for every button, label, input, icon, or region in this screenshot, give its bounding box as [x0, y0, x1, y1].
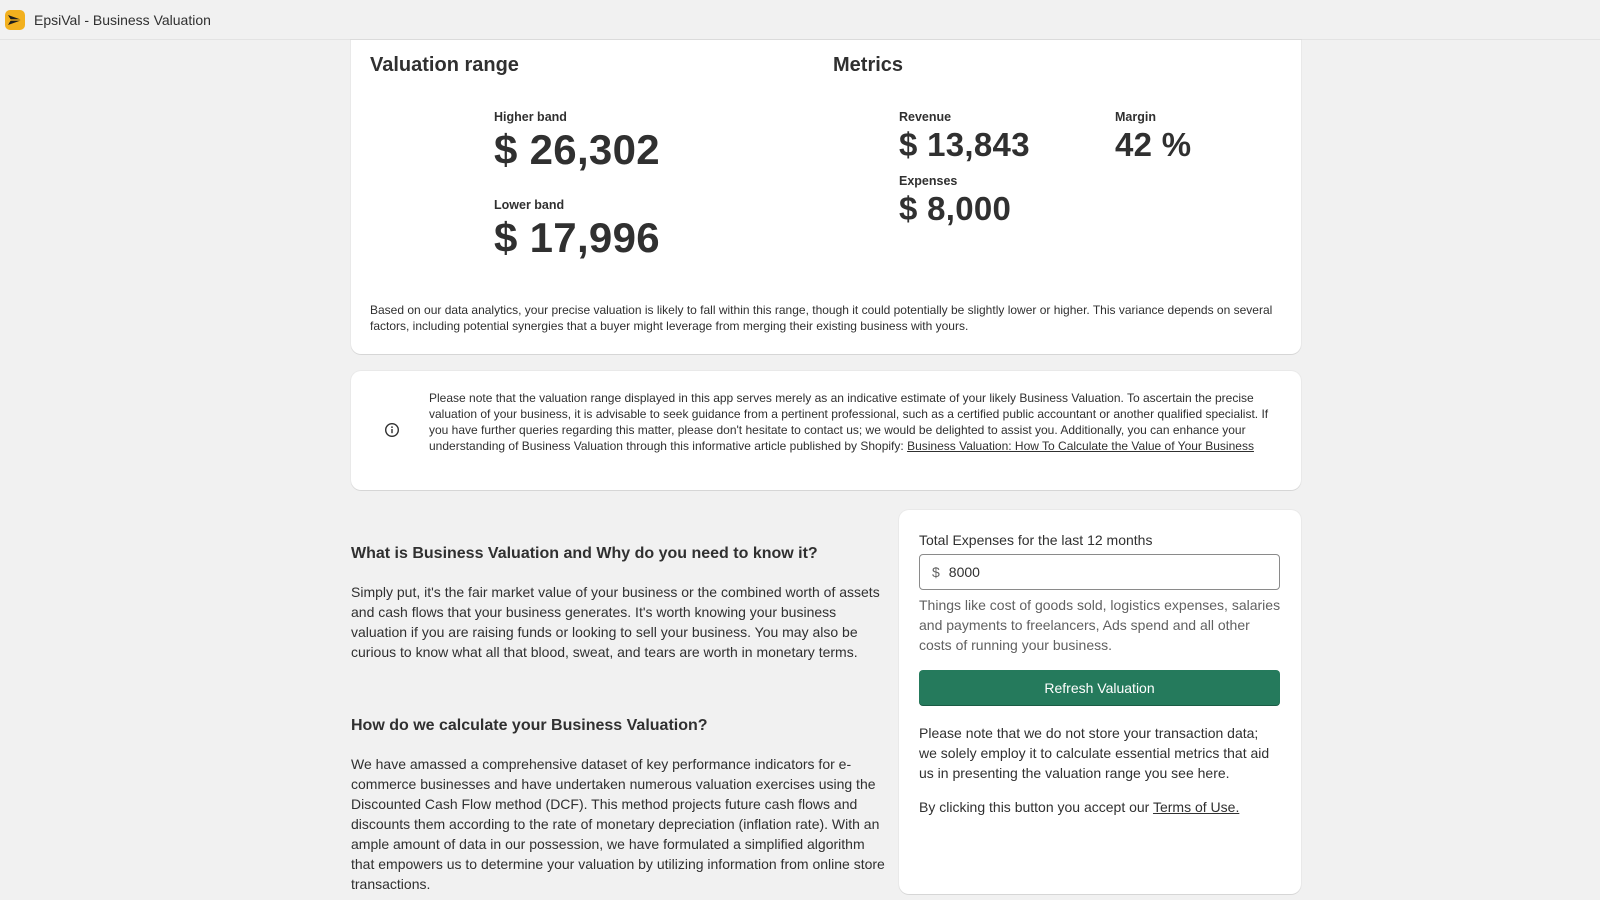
margin-label: Margin — [1115, 110, 1156, 124]
article-q1-body-wrap — [351, 582, 886, 662]
article-q1 — [351, 545, 886, 563]
expenses-label: Expenses — [899, 174, 958, 188]
valuation-card — [351, 40, 1301, 354]
revenue-label: Revenue — [899, 110, 952, 124]
higher-band-value: $ 26,302 — [494, 126, 660, 173]
disclaimer-body: Please note that the valuation range displayed in this app serves merely as an indicative estimate of your likely Business Valuation. To ascertain the precise valuation of your business, it is advisable to seek guidance from a pertinent professional, such as a certified public accountant or another qualified specialist. If you have further queries regarding this matter, please don't hesitate to contact us; we would be delighted to assist you. Additionally, you can enhance your understanding of Business Valuation through this informative article published by Shopify: — [429, 391, 1269, 453]
shopify-article-link[interactable]: Business Valuation: How To Calculate the Value of Your Business — [907, 439, 1254, 453]
privacy-note: Please note that we do not store your transaction data; we solely employ it to calculate essential metrics that aid us in presenting the valuation range you see here. — [919, 725, 1270, 781]
article-q2 — [351, 717, 886, 735]
currency-prefix: $ — [932, 564, 940, 580]
terms-prefix: By clicking this button you accept our — [919, 799, 1153, 815]
expenses-help-text: Things like cost of goods sold, logistics expenses, salaries and payments to freelancers, Ads spend and all other costs of running your business. — [919, 597, 1281, 653]
lower-band-label: Lower band — [494, 198, 565, 212]
article-q1-body: Simply put, it's the fair market value of your business or the combined worth of assets and cash flows that your business generates. It's worth knowing your business valuation if you are raising funds or looking to sell your business. You may also be curious to know what all that blood, sweat, and tears are worth in monetary terms. — [351, 584, 880, 660]
expenses-form-card — [899, 510, 1301, 894]
expenses-field-label: Total Expenses for the last 12 months — [919, 532, 1153, 548]
expenses-value: $ 8,000 — [899, 190, 1012, 227]
terms-notice — [919, 799, 1239, 815]
lower-band-value: $ 17,996 — [494, 214, 660, 261]
expenses-input-wrapper[interactable] — [919, 554, 1280, 590]
article-q1-heading: What is Business Valuation and Why do you need to know it? — [351, 545, 818, 562]
article-q2-body: We have amassed a comprehensive dataset of key performance indicators for e-commerce businesses and have undertaken numerous valuation exercises using the Discounted Cash Flow method (DCF). This method projects future cash flows and discounts them according to the rate of monetary depreciation (inflation rate). With an ample amount of data in our possession, we have formulated a simplified algorithm that empowers us to determine your valuation by utilizing information from online store transactions. — [351, 756, 885, 892]
app-header — [0, 0, 1600, 40]
refresh-valuation-button[interactable]: Refresh Valuation — [919, 670, 1280, 706]
expenses-input[interactable] — [949, 564, 1249, 580]
epsival-logo-icon — [5, 10, 25, 30]
info-icon — [384, 422, 400, 438]
valuation-range-title: Valuation range — [370, 54, 519, 76]
app-title: EpsiVal - Business Valuation — [34, 11, 211, 28]
article-q2-heading: How do we calculate your Business Valuation? — [351, 717, 708, 734]
higher-band-label: Higher band — [494, 110, 567, 124]
disclaimer-banner — [351, 371, 1301, 490]
metrics-title: Metrics — [833, 54, 904, 76]
valuation-description: Based on our data analytics, your precise valuation is likely to fall within this range, though it could potentially be slightly lower or higher. This variance depends on several factors, including potential synergies that a buyer might leverage from merging their existing business with yours. — [370, 303, 1273, 333]
revenue-value: $ 13,843 — [899, 126, 1030, 163]
margin-value: 42 % — [1115, 126, 1192, 163]
article-q2-body-wrap — [351, 754, 886, 894]
terms-of-use-link[interactable]: Terms of Use. — [1152, 799, 1240, 815]
disclaimer-text — [429, 390, 1281, 454]
